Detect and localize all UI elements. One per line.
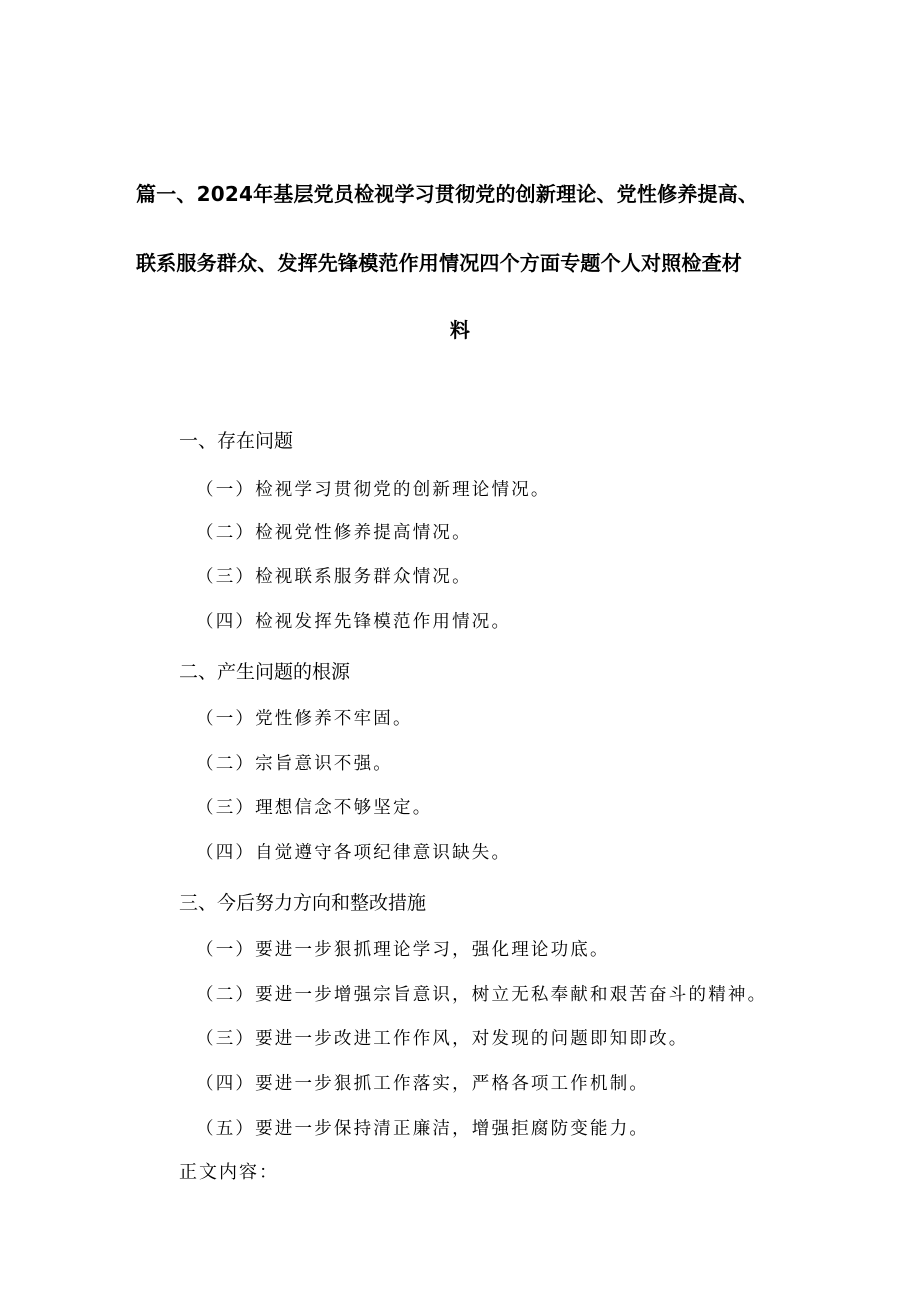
section-3-item-5: （五）要进一步保持清正廉洁，增强拒腐防变能力。 <box>196 1119 650 1139</box>
section-1-item-1: （一）检视学习贯彻党的创新理论情况。 <box>196 480 551 500</box>
section-heading-1: 一、存在问题 <box>179 430 294 452</box>
section-3-item-2: （二）要进一步增强宗旨意识，树立无私奉献和艰苦奋斗的精神。 <box>196 985 768 1005</box>
section-3-item-3: （三）要进一步改进工作作风，对发现的问题即知即改。 <box>196 1029 689 1049</box>
section-2-item-1: （一）党性修养不牢固。 <box>196 709 413 729</box>
section-2-item-4: （四）自觉遵守各项纪律意识缺失。 <box>196 843 512 863</box>
section-heading-3: 三、今后努力方向和整改措施 <box>179 892 427 914</box>
section-3-item-1: （一）要进一步狠抓理论学习，强化理论功底。 <box>196 940 610 960</box>
section-heading-2: 二、产生问题的根源 <box>179 661 351 683</box>
section-3-item-4: （四）要进一步狠抓工作落实，严格各项工作机制。 <box>196 1074 650 1094</box>
document-title-line-1: 篇一、2024年基层党员检视学习贯彻党的创新理论、党性修养提高、 <box>136 182 759 206</box>
section-1-item-3: （三）检视联系服务群众情况。 <box>196 567 472 587</box>
document-title-line-2: 联系服务群众、发挥先锋模范作用情况四个方面专题个人对照检查材 <box>136 251 742 275</box>
section-1-item-2: （二）检视党性修养提高情况。 <box>196 523 472 543</box>
section-1-item-4: （四）检视发挥先锋模范作用情况。 <box>196 612 512 632</box>
section-2-item-3: （三）理想信念不够坚定。 <box>196 798 433 818</box>
body-content-label: 正文内容： <box>179 1162 279 1183</box>
document-title-line-3: 料 <box>449 318 471 342</box>
section-2-item-2: （二）宗旨意识不强。 <box>196 754 393 774</box>
